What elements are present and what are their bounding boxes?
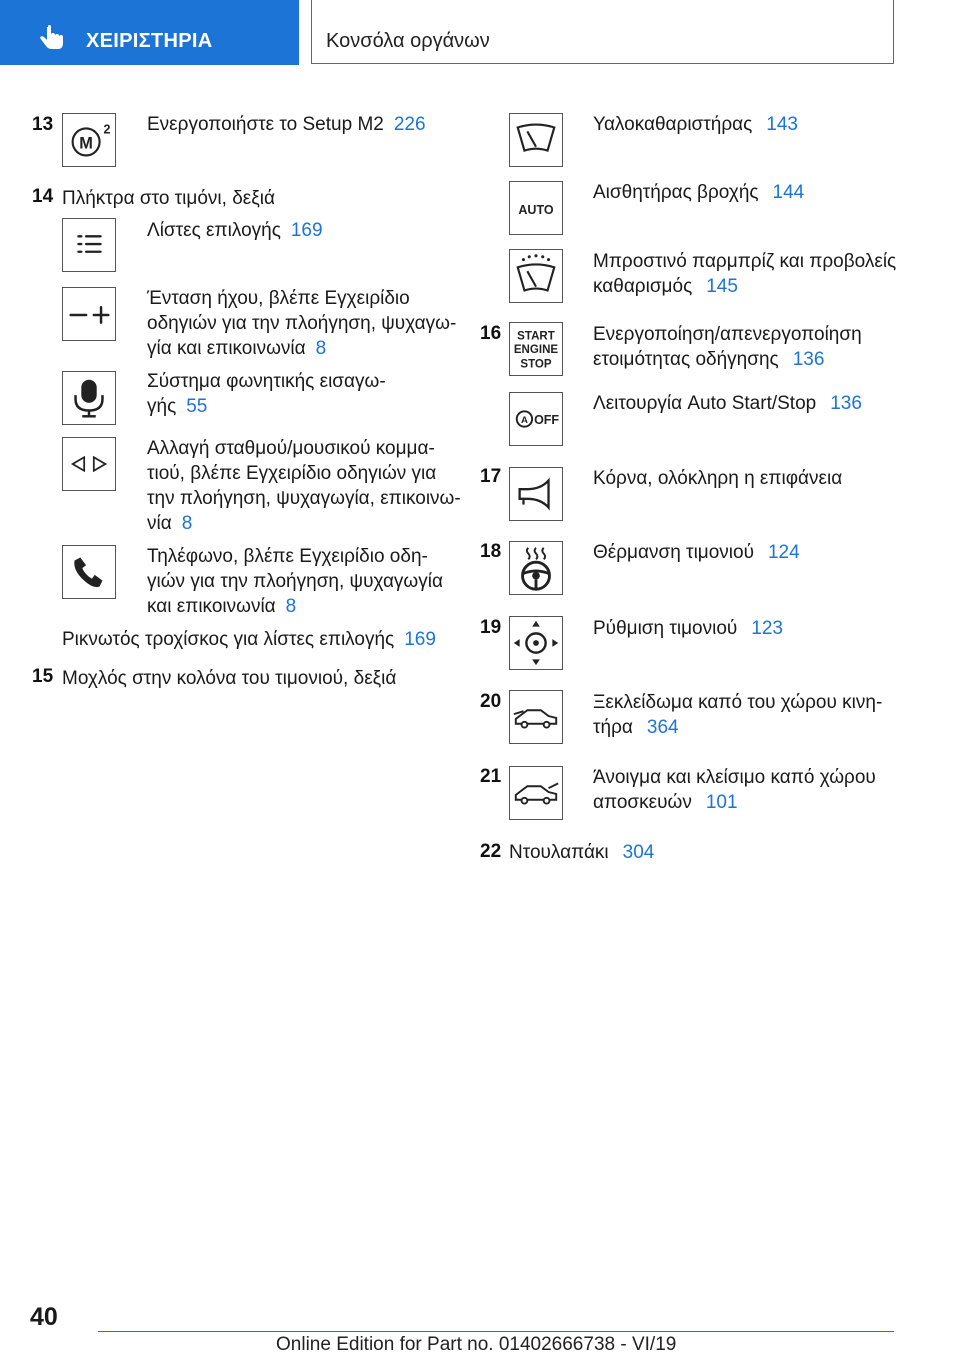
item-text: Λειτουργία Auto Start/Stop 136 xyxy=(593,393,862,414)
wiper-icon xyxy=(509,113,563,167)
steering-heating-icon xyxy=(509,541,563,595)
sub-item-text: Τηλέφωνο, βλέπε Εγχειρίδιο οδη- γιών για την πλοήγηση, ψυχαγωγία και επικοινωνία 8 xyxy=(147,546,443,617)
list-icon xyxy=(62,218,116,272)
section-title: Κονσόλα οργάνων xyxy=(326,30,490,52)
item-text: Ενεργοποιήστε το Setup M2 226 xyxy=(147,114,426,135)
item-text: Ρύθμιση τιμονιού 123 xyxy=(593,618,783,639)
sub-item-text: Λίστες επιλογής 169 xyxy=(147,220,323,241)
item-text: Κόρνα, ολόκληρη η επιφάνεια xyxy=(593,468,843,489)
prev-next-icon xyxy=(62,437,116,491)
item-text: Άνοιγμα και κλείσιμο καπό χώρου αποσκευών 101 xyxy=(593,767,876,813)
sub-item-text: Ένταση ήχου, βλέπε Εγχειρίδιο οδηγιών για την πλοήγηση, ψυχαγω- γία και επικοινωνία 8 xyxy=(147,288,457,359)
item-number: 21 xyxy=(480,766,502,787)
svg-text:START: START xyxy=(517,330,555,343)
svg-text:A: A xyxy=(520,414,528,426)
hand-pointer-icon xyxy=(38,24,68,54)
item-number: 17 xyxy=(480,466,502,487)
item-number: 19 xyxy=(480,617,502,638)
start-stop-icon xyxy=(509,322,563,376)
item-number: 16 xyxy=(480,323,502,344)
page-ref-link[interactable]: 8 xyxy=(285,596,297,617)
page-ref-link[interactable]: 124 xyxy=(767,542,800,563)
footer-divider xyxy=(98,1331,894,1332)
item-text: Ρικνωτός τροχίσκος για λίστες επιλογής 169 xyxy=(62,629,436,650)
item-text: Θέρμανση τιμονιού 124 xyxy=(593,542,800,563)
item-text: Ξεκλείδωμα καπό του χώρου κινη- τήρα 364 xyxy=(593,692,883,738)
page-ref-link[interactable]: 364 xyxy=(646,717,679,738)
page-ref-link[interactable]: 55 xyxy=(186,396,208,417)
page-ref-link[interactable]: 8 xyxy=(181,513,193,534)
section-header xyxy=(311,0,894,64)
item-number: 14 xyxy=(32,186,54,207)
footer-edition-text: Online Edition for Part no. 01402666738 - VI/19 xyxy=(276,1334,677,1355)
page-ref-link[interactable]: 143 xyxy=(766,114,798,135)
windshield-washer-icon xyxy=(509,249,563,303)
page-ref-link[interactable]: 169 xyxy=(290,220,323,241)
item-number: 20 xyxy=(480,691,502,712)
item-number: 22 xyxy=(480,841,502,862)
trunk-open-icon xyxy=(509,766,563,820)
item-text: Ενεργοποίηση/απενεργοποίηση ετοιμότητας οδήγησης 136 xyxy=(593,324,862,370)
page-ref-link[interactable]: 144 xyxy=(772,182,805,203)
sub-item-text: Αλλαγή σταθμού/μουσικού κομμα- τιού, βλέπε Εγχειρίδιο οδηγιών για την πλοήγηση, ψυχαγωγία, επικοινω- νία 8 xyxy=(147,438,461,534)
sub-item-text: Σύστημα φωνητικής εισαγω- γής 55 xyxy=(147,371,386,417)
item-text: Αισθητήρας βροχής 144 xyxy=(593,182,805,203)
page-ref-link[interactable]: 145 xyxy=(706,276,738,297)
page-ref-link[interactable]: 101 xyxy=(705,792,738,813)
item-number: 18 xyxy=(480,541,502,562)
page-ref-link[interactable]: 136 xyxy=(792,349,825,370)
horn-icon xyxy=(509,467,563,521)
svg-text:OFF: OFF xyxy=(534,412,560,427)
svg-text:STOP: STOP xyxy=(520,358,552,371)
page-ref-link[interactable]: 8 xyxy=(315,338,327,359)
auto-start-stop-off-icon xyxy=(509,392,563,446)
item-text: Ντουλαπάκι 304 xyxy=(509,842,655,863)
item-heading: Πλήκτρα στο τιμόνι, δεξιά xyxy=(62,188,275,209)
volume-minus-plus-icon xyxy=(62,287,116,341)
item-text: Μοχλός στην κολόνα του τιμονιού, δεξιά xyxy=(62,668,397,689)
microphone-icon xyxy=(62,371,116,425)
svg-text:AUTO: AUTO xyxy=(518,202,554,217)
item-text: Υαλοκαθαριστήρας 143 xyxy=(593,114,798,135)
page-ref-link[interactable]: 226 xyxy=(393,114,426,135)
phone-icon xyxy=(62,545,116,599)
m2-setup-icon xyxy=(62,113,116,167)
svg-text:ENGINE: ENGINE xyxy=(513,343,559,356)
item-number: 15 xyxy=(32,666,54,687)
page-ref-link[interactable]: 136 xyxy=(830,393,862,414)
page-ref-link[interactable]: 169 xyxy=(404,629,436,650)
item-text: Μπροστινό παρμπρίζ και προβολείς καθαρισμός 145 xyxy=(593,251,897,297)
steering-adjust-icon xyxy=(509,616,563,670)
hood-release-icon xyxy=(509,690,563,744)
svg-text:2: 2 xyxy=(103,122,111,137)
page-ref-link[interactable]: 304 xyxy=(622,842,655,863)
page-number: 40 xyxy=(30,1303,58,1331)
auto-rain-sensor-icon xyxy=(509,181,563,235)
page-ref-link[interactable]: 123 xyxy=(751,618,783,639)
item-number: 13 xyxy=(32,114,54,135)
chapter-title: ΧΕΙΡΙΣΤΗΡΙΑ xyxy=(86,30,213,52)
svg-text:M: M xyxy=(79,134,93,153)
chapter-tab[interactable] xyxy=(0,0,299,65)
